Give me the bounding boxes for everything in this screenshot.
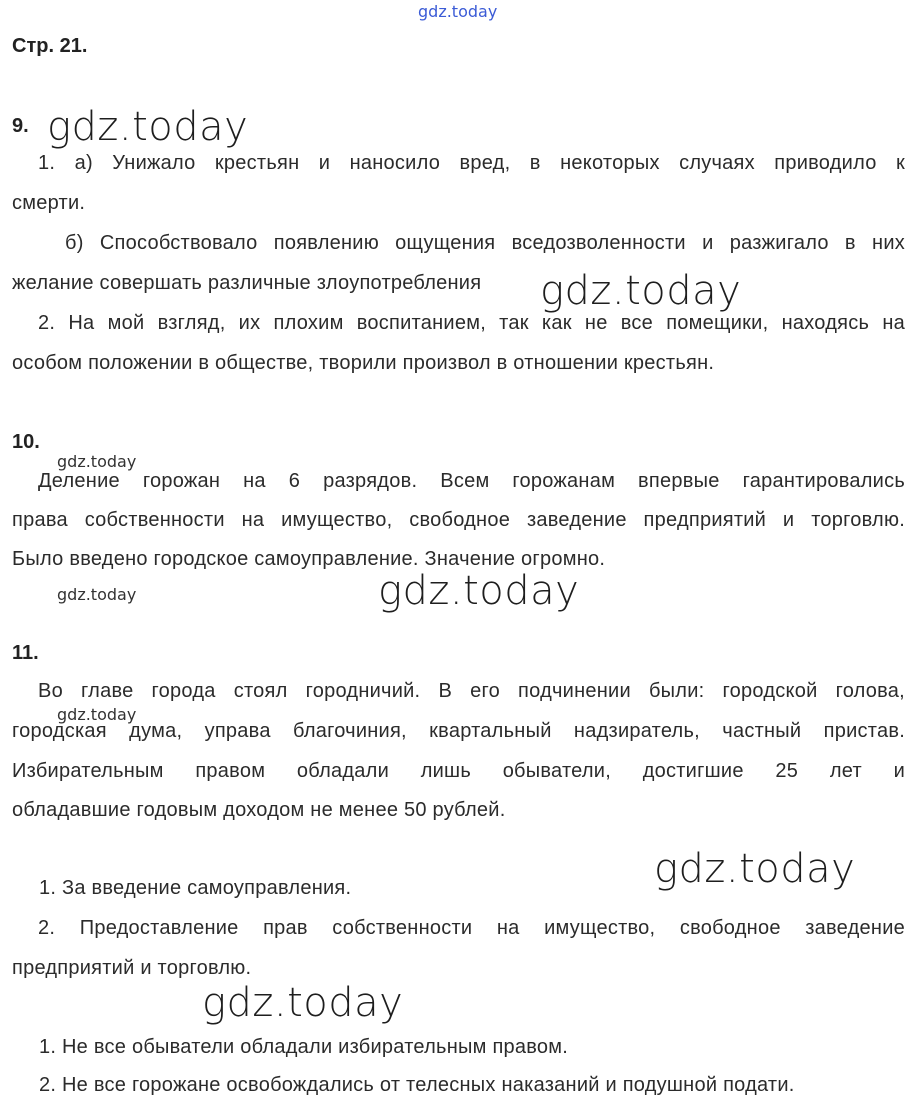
q9-line-4: желание совершать различные злоупотребления [12, 272, 482, 294]
watermark-small: gdz.today [57, 705, 137, 724]
q9-line-5: 2. На мой взгляд, их плохим воспитанием, так как не все помещики, находясь на [38, 312, 905, 334]
question-10-number: 10. [12, 431, 40, 453]
q11-line-6: 2. Предоставление прав собственности на имущество, свободное заведение [38, 917, 905, 939]
q11-line-7: предприятий и торговлю. [12, 957, 252, 979]
q11-line-8: 1. Не все обыватели обладали избирательным правом. [39, 1036, 569, 1058]
question-9-number: 9. [12, 115, 29, 137]
q10-line-3: Было введено городское самоуправление. Значение огромно. [12, 548, 606, 570]
watermark-large: gdz.today [378, 568, 580, 614]
watermark-small: gdz.today [57, 452, 137, 471]
watermark-large: gdz.today [540, 268, 742, 314]
q9-line-2: смерти. [12, 192, 86, 214]
watermark-large: gdz.today [202, 980, 404, 1026]
q10-line-2: права собственности на имущество, свободное заведение предприятий и торговлю. [12, 509, 905, 531]
q11-line-3: Избирательным правом обладали лишь обыватели, достигшие 25 лет и [12, 760, 905, 782]
q11-line-5: 1. За введение самоуправления. [39, 877, 352, 899]
q10-line-1: Деление горожан на 6 разрядов. Всем горожанам впервые гарантировались [38, 470, 905, 492]
q11-line-2: городская дума, управа благочиния, квартальный надзиратель, частный пристав. [12, 720, 905, 742]
watermark-large: gdz.today [47, 104, 249, 150]
q11-line-1: Во главе города стоял городничий. В его подчинении были: городской голова, [38, 680, 905, 702]
question-11-number: 11. [12, 642, 39, 664]
q9-line-3: б) Способствовало появлению ощущения вседозволенности и разжигало в них [65, 232, 905, 254]
watermark-top: gdz.today [418, 2, 498, 21]
q11-line-9: 2. Не все горожане освобождались от телесных наказаний и подушной подати. [39, 1074, 795, 1096]
q9-line-1: 1. а) Унижало крестьян и наносило вред, в некоторых случаях приводило к [38, 152, 905, 174]
watermark-large: gdz.today [654, 846, 856, 892]
watermark-small: gdz.today [57, 585, 137, 604]
page-heading: Стр. 21. [12, 35, 88, 57]
q11-line-4: обладавшие годовым доходом не менее 50 рублей. [12, 799, 506, 821]
q9-line-6: особом положении в обществе, творили произвол в отношении крестьян. [12, 352, 715, 374]
